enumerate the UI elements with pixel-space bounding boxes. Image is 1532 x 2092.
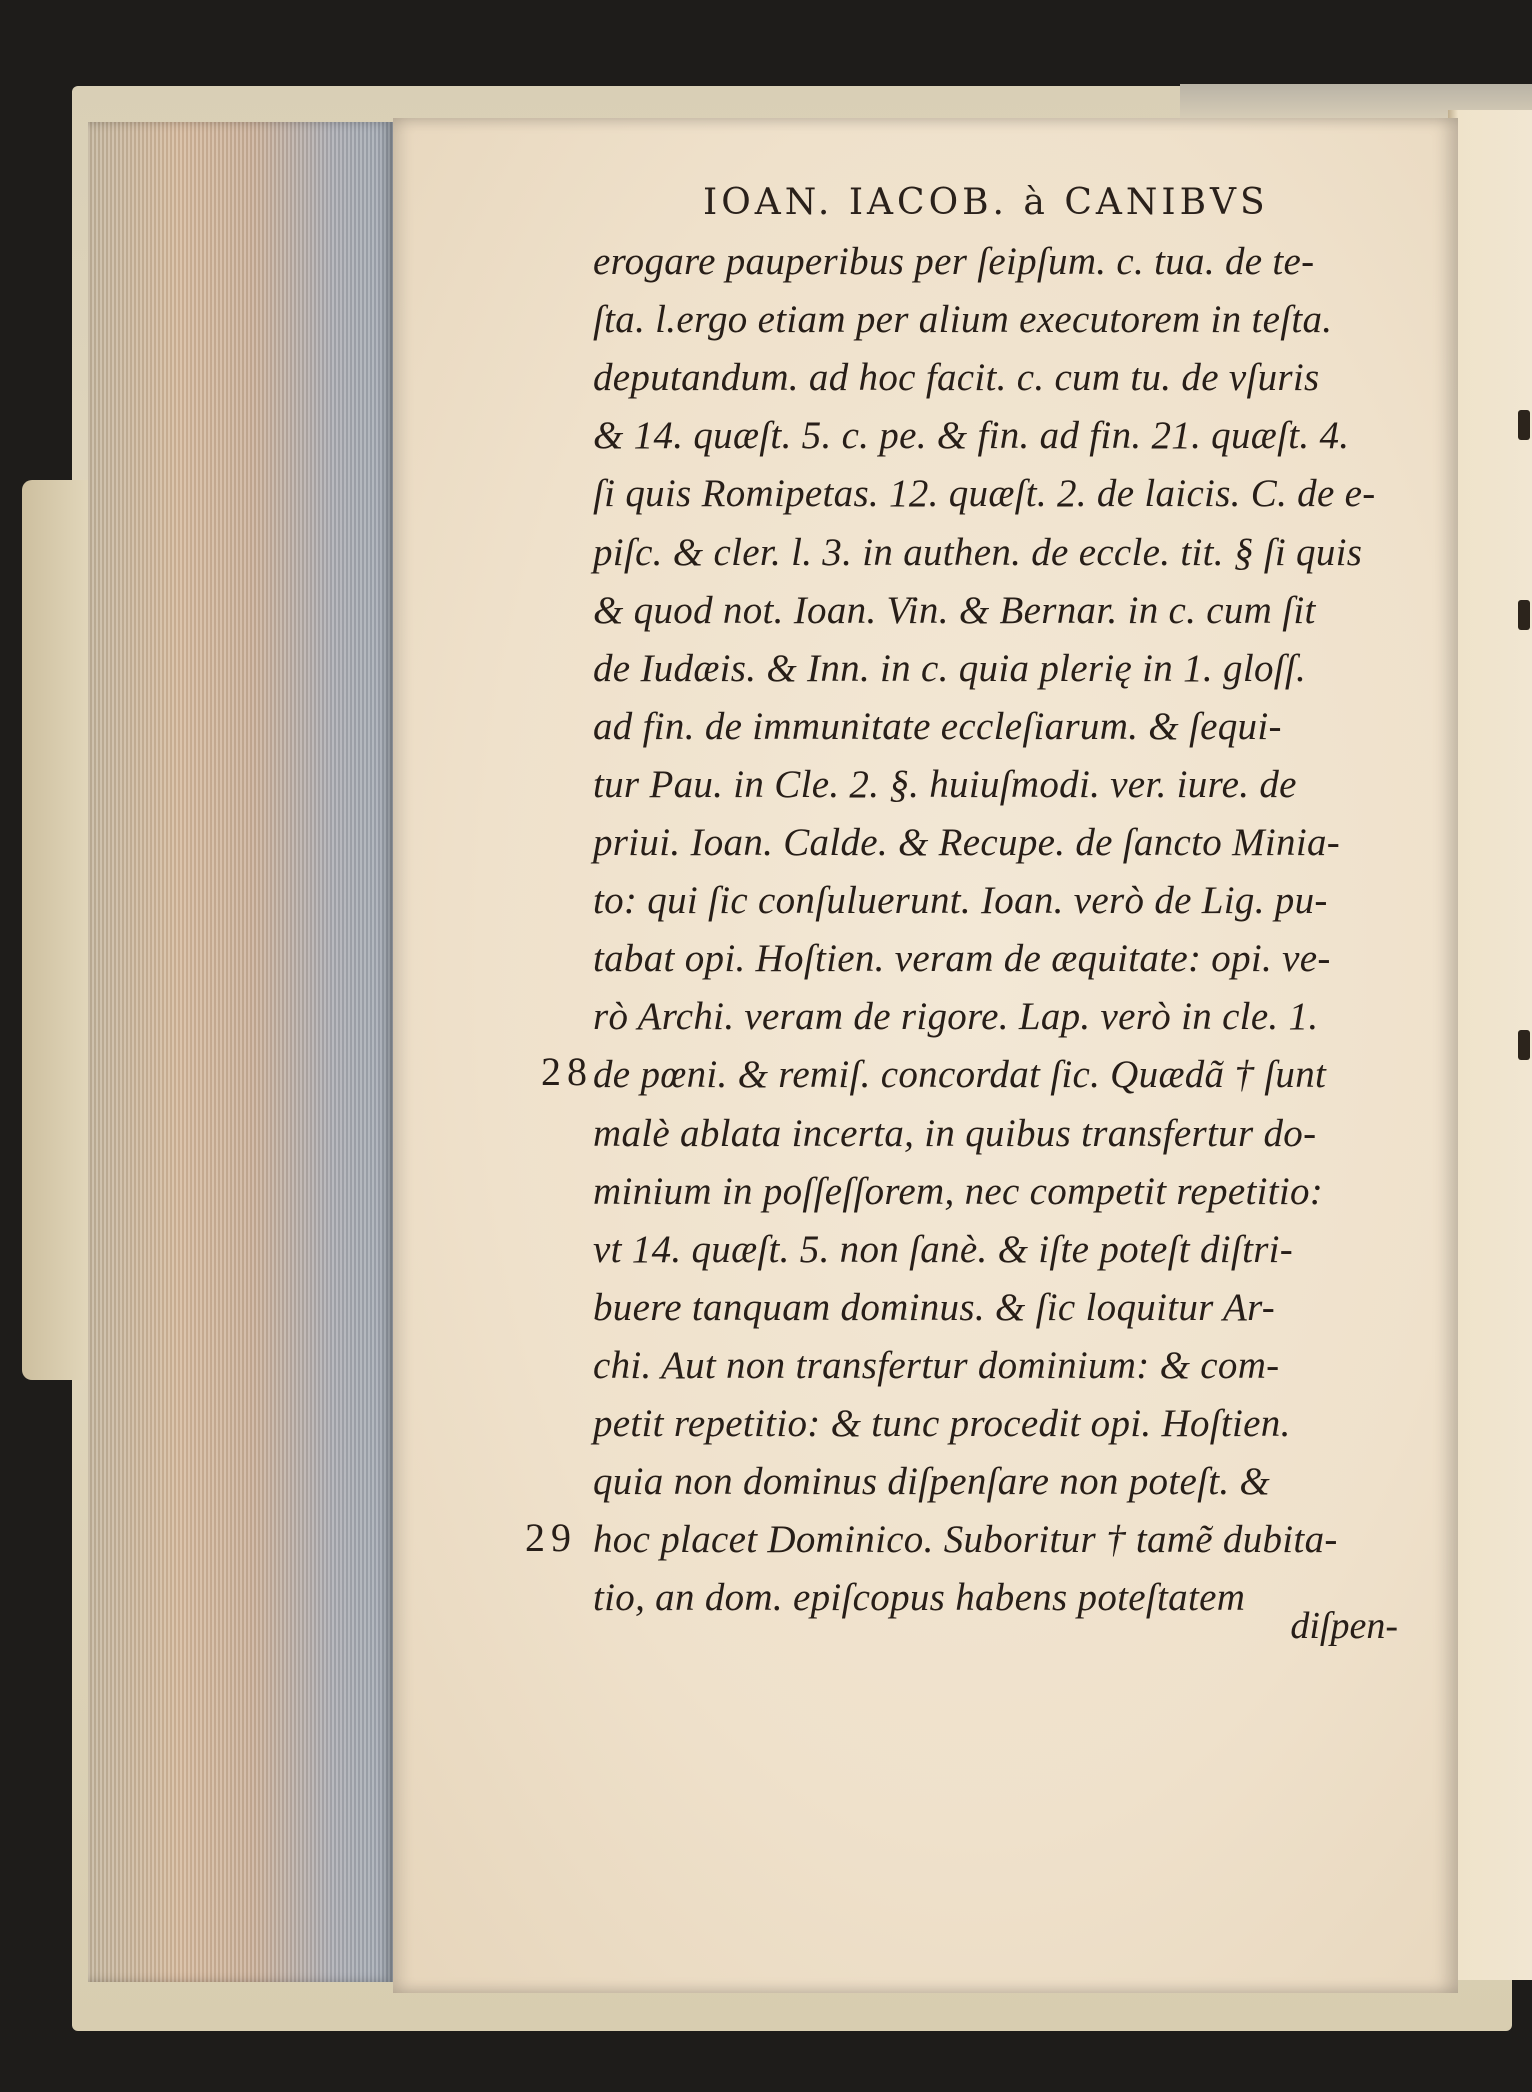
facing-text-fragment xyxy=(1518,600,1530,630)
text-line: chi. Aut non transfertur dominium: & com- xyxy=(593,1343,1280,1387)
facing-text-fragment xyxy=(1518,1030,1530,1060)
text-line: priui. Ioan. Calde. & Recupe. de ſancto Minia- xyxy=(593,821,1341,864)
text-line: hoc placet Dominico. Suboritur † tamẽ dubita- xyxy=(593,1518,1338,1562)
text-line: vt 14. quæſt. 5. non ſanè. & iſte poteſt diſtri- xyxy=(593,1227,1294,1271)
text-line: ſta. l.ergo etiam per alium executorem in teſta. xyxy=(593,298,1333,342)
catchword: diſpen- xyxy=(1290,1605,1398,1647)
text-line: deputandum. ad hoc facit. c. cum tu. de vſuris xyxy=(593,356,1320,400)
text-line: de Iudæis. & Inn. in c. quia plerię in 1. gloſſ. xyxy=(593,646,1307,690)
margin-number: 28 xyxy=(541,1049,593,1094)
text-line: buere tanquam dominus. & ſic loquitur Ar- xyxy=(593,1285,1276,1329)
margin-number: 29 xyxy=(525,1515,577,1560)
text-line: ad fin. de immunitate eccleſiarum. & ſequi- xyxy=(593,704,1282,748)
text-line: petit repetitio: & tunc procedit opi. Hoſtien. xyxy=(593,1402,1291,1445)
text-line: to: qui ſic conſuluerunt. Ioan. verò de Lig. pu- xyxy=(593,879,1328,923)
text-line: & 14. quæſt. 5. c. pe. & fin. ad fin. 21. quæſt. 4. xyxy=(593,414,1350,458)
page-edges xyxy=(88,122,393,1982)
book-page xyxy=(393,118,1458,1993)
text-line: tabat opi. Hoſtien. veram de æquitate: opi. ve- xyxy=(593,937,1331,981)
text-line: ſi quis Romipetas. 12. quæſt. 2. de laicis. C. de e- xyxy=(593,472,1376,516)
text-line: de pœni. & remiſ. concordat ſic. Quædã † ſunt xyxy=(593,1053,1327,1097)
facing-page xyxy=(1448,110,1532,1980)
text-line: piſc. & cler. l. 3. in authen. de eccle. tit. § ſi quis xyxy=(593,530,1363,574)
text-line: malè ablata incerta, in quibus transfertur do- xyxy=(593,1111,1317,1155)
cover-flap xyxy=(22,480,92,1380)
text-line: tio, an dom. epiſcopus habens poteſtatem xyxy=(593,1576,1246,1620)
running-head: IOAN. IACOB. à CANIBVS xyxy=(703,182,1269,223)
text-line: & quod not. Ioan. Vin. & Bernar. in c. cum ſit xyxy=(593,588,1316,632)
text-line: erogare pauperibus per ſeipſum. c. tua. de te- xyxy=(593,240,1315,283)
facing-text-fragment xyxy=(1518,410,1530,440)
text-line: rò Archi. veram de rigore. Lap. verò in cle. 1. xyxy=(593,995,1319,1039)
text-line: quia non dominus diſpenſare non poteſt. & xyxy=(593,1460,1271,1504)
text-line: minium in poſſeſſorem, nec competit repetitio: xyxy=(593,1169,1324,1213)
text-line: tur Pau. in Cle. 2. §. huiuſmodi. ver. iure. de xyxy=(593,762,1297,806)
